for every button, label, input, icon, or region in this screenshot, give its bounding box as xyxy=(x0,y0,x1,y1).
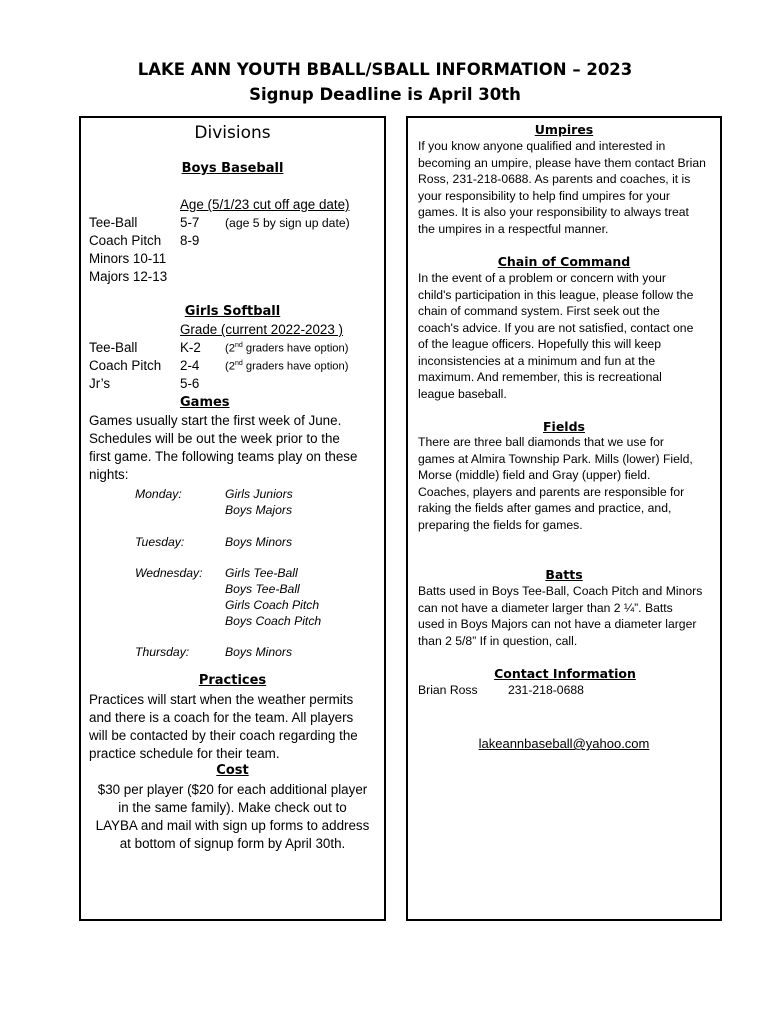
schedule-team: Girls Tee-Ball xyxy=(225,566,298,580)
text-line: Schedules will be out the week prior to the xyxy=(89,431,340,446)
chain-of-command-heading: Chain of Command xyxy=(497,254,631,269)
text-line: of the league officers. Hopefully this will keep xyxy=(418,337,661,351)
contact-email-link[interactable]: lakeannbaseball@yahoo.com xyxy=(478,736,650,751)
text-line: the umpires in a respectful manner. xyxy=(418,222,609,236)
text-line: chain of command system. First seek out the xyxy=(418,304,660,318)
schedule-team: Boys Tee-Ball xyxy=(225,582,300,596)
text-line: Ross, 231-218-0688. As parents and coaches, it is xyxy=(418,172,691,186)
text-line: inconsistencies at a minimum and fun at the xyxy=(418,354,656,368)
text-line: raking the fields after games and practice, and, xyxy=(418,501,672,515)
schedule-team: Girls Juniors xyxy=(225,487,293,501)
text-line: first game. The following teams play on these xyxy=(89,449,358,464)
text-line: games at Almira Township Park. Mills (lower) Field, xyxy=(418,452,693,466)
division-value: 5-6 xyxy=(180,376,200,391)
text-line: In the event of a problem or concern with your xyxy=(418,271,666,285)
schedule-day: Tuesday: xyxy=(135,535,185,549)
division-note: (2nd graders have option) xyxy=(225,342,349,355)
division-value: 2-4 xyxy=(180,358,200,373)
schedule-team: Boys Coach Pitch xyxy=(225,614,322,628)
cost-heading: Cost xyxy=(216,763,249,778)
division-name: Tee-Ball xyxy=(89,215,138,230)
text-line: at bottom of signup form by April 30th. xyxy=(119,836,346,851)
grade-heading: Grade (current 2022-2023 ) xyxy=(180,322,344,337)
text-line: becoming an umpire, please have them contact Brian xyxy=(418,156,706,170)
division-name: Majors 12-13 xyxy=(89,269,168,284)
text-line: than 2 5/8” If in question, call. xyxy=(418,634,578,648)
text-line: coach's advice. If you are not satisfied, contact one xyxy=(418,321,694,335)
text-line: can not have a diameter larger than 2 ¼”. Batts xyxy=(418,601,673,615)
text-line: Coaches, players and parents are responsible for xyxy=(418,485,685,499)
batts-heading: Batts xyxy=(545,567,583,582)
divisions-heading: Divisions xyxy=(194,123,271,143)
division-value: 5-7 xyxy=(180,215,200,230)
age-heading: Age (5/1/23 cut off age date) xyxy=(180,197,350,212)
text-line: If you know anyone qualified and interested in xyxy=(418,139,666,153)
girls-softball-heading: Girls Softball xyxy=(184,304,281,319)
fields-heading: Fields xyxy=(543,419,585,434)
text-line: in the same family). Make check out to xyxy=(118,800,347,815)
text-line: and there is a coach for the team. All players xyxy=(89,710,354,725)
schedule-team: Boys Majors xyxy=(225,503,293,517)
games-heading: Games xyxy=(180,395,230,410)
division-value: K-2 xyxy=(180,340,201,355)
text-line: Morse (middle) field and Gray (upper) field. xyxy=(418,468,651,482)
text-line: maximum. And remember, this is recreational xyxy=(418,370,662,384)
text-line: Practices will start when the weather permits xyxy=(89,692,354,707)
schedule-team: Girls Coach Pitch xyxy=(225,598,320,612)
schedule-day: Thursday: xyxy=(135,645,190,659)
text-line: child's participation in this league, please follow the xyxy=(418,288,694,302)
division-name: Jr’s xyxy=(89,376,111,391)
contact-phone: 231-218-0688 xyxy=(508,683,584,697)
division-note: (2nd graders have option) xyxy=(225,360,349,373)
division-note: (age 5 by sign up date) xyxy=(225,216,350,230)
schedule-team: Boys Minors xyxy=(225,535,293,549)
schedule-team: Boys Minors xyxy=(225,645,293,659)
text-line: preparing the fields for games. xyxy=(418,518,583,532)
text-line: your responsibility to help find umpires for your xyxy=(418,189,670,203)
text-line: Batts used in Boys Tee-Ball, Coach Pitch and Minors xyxy=(418,584,703,598)
contact-heading: Contact Information xyxy=(494,666,636,681)
division-value: 8-9 xyxy=(180,233,200,248)
text-line: There are three ball diamonds that we use for xyxy=(418,435,664,449)
schedule-day: Monday: xyxy=(135,487,182,501)
text-line: games. It is also your responsibility to always treat xyxy=(418,205,689,219)
division-name: Coach Pitch xyxy=(89,233,162,248)
text-line: used in Boys Majors can not have a diameter larger xyxy=(418,617,697,631)
division-name: Minors 10-11 xyxy=(89,251,167,266)
division-name: Coach Pitch xyxy=(89,358,162,373)
text-line: Games usually start the first week of June. xyxy=(89,413,342,428)
umpires-heading: Umpires xyxy=(534,122,594,137)
boys-baseball-heading: Boys Baseball xyxy=(181,161,284,176)
division-name: Tee-Ball xyxy=(89,340,138,355)
text-line: nights: xyxy=(89,467,129,482)
page-subtitle: Signup Deadline is April 30th xyxy=(249,85,521,104)
schedule-day: Wednesday: xyxy=(135,566,203,580)
contact-name: Brian Ross xyxy=(418,683,478,697)
page-title: LAKE ANN YOUTH BBALL/SBALL INFORMATION – 2023 xyxy=(137,60,633,79)
text-line: league baseball. xyxy=(418,387,507,401)
text-line: practice schedule for their team. xyxy=(89,746,280,761)
practices-heading: Practices xyxy=(198,673,267,688)
text-line: will be contacted by their coach regarding the xyxy=(89,728,358,743)
text-line: LAYBA and mail with sign up forms to address xyxy=(95,818,370,833)
text-line: $30 per player ($20 for each additional player xyxy=(97,782,368,797)
